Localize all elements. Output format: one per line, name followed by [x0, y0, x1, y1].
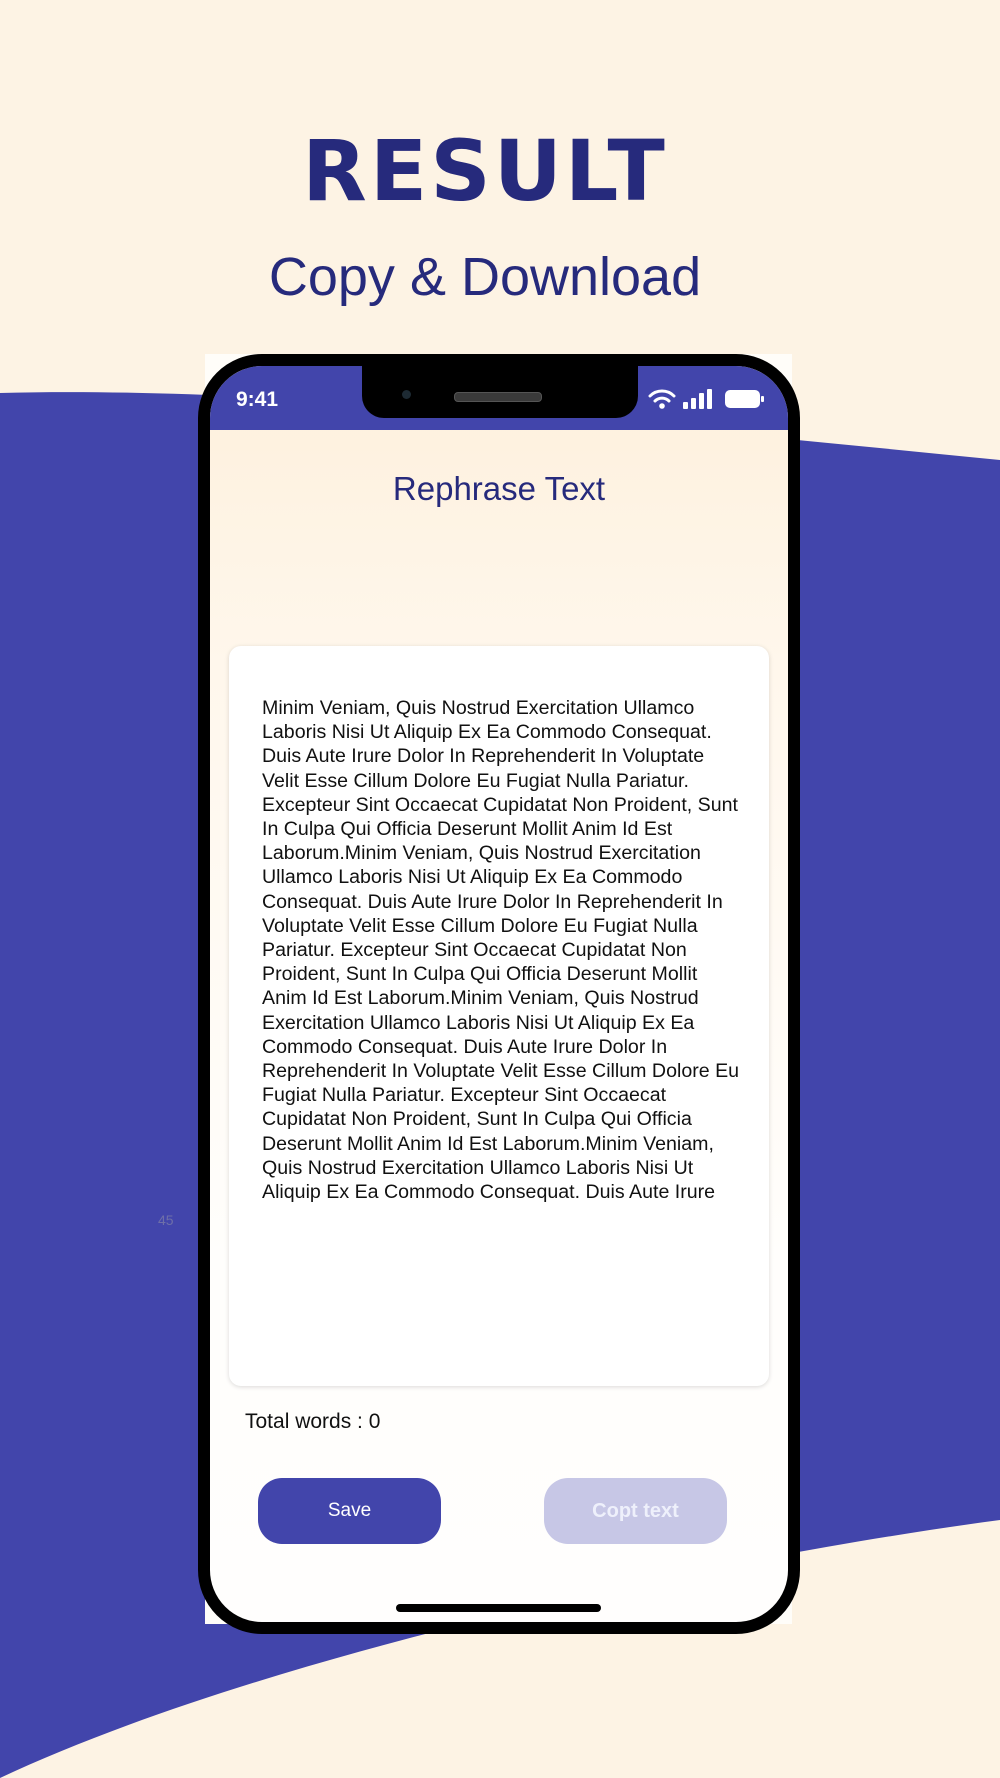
word-count: Total words : 0 — [245, 1410, 381, 1433]
phone-mockup — [198, 354, 800, 1634]
status-bar — [210, 366, 788, 430]
save-button[interactable]: Save — [258, 1478, 441, 1544]
wifi-icon — [648, 388, 676, 410]
result-text[interactable]: Minim Veniam, Quis Nostrud Exercitation Ullamco Laboris Nisi Ut Aliquip Ex Ea Commodo Consequat. Duis Aute Irure Dolor In Reprehenderit In Voluptate Velit Esse Cillum Dolore Eu Fugiat Nulla Pariatur. Excepteur Sint Occaecat Cupidatat Non Proident, Sunt In Culpa Qui Officia Deserunt Mollit Anim Id Est Laborum.Minim Veniam, Quis Nostrud Exercitation Ullamco Laboris Nisi Ut Aliquip Ex Ea Commodo Consequat. Duis Aute Irure Dolor In Reprehenderit In Voluptate Velit Esse Cillum Dolore Eu Fugiat Nulla Pariatur. Excepteur Sint Occaecat Cupidatat Non Proident, Sunt In Culpa Qui Officia Deserunt Mollit Anim Id Est Laborum.Minim Veniam, Quis Nostrud Exercitation Ullamco Laboris Nisi Ut Aliquip Ex Ea Commodo Consequat. Duis Aute Irure Dolor In Reprehenderit In Voluptate Velit Esse Cillum Dolore Eu Fugiat Nulla Pariatur. Excepteur Sint Occaecat Cupidatat Non Proident, Sunt In Culpa Qui Officia Deserunt Mollit Anim Id Est Laborum.Minim Veniam, Quis Nostrud Exercitation Ullamco Laboris Nisi Ut Aliquip Ex Ea Commodo Consequat. Duis Aute Irure — [262, 697, 740, 1204]
promo-subtitle: Copy & Download — [268, 247, 702, 307]
status-time: 9:41 — [236, 388, 279, 411]
stray-number: 45 — [158, 1212, 174, 1228]
copy-text-button[interactable]: Copt text — [544, 1478, 727, 1544]
screen-title: Rephrase Text — [392, 470, 606, 507]
phone-notch — [362, 366, 638, 418]
result-text-card — [229, 646, 769, 1386]
promo-title: RESULT — [302, 122, 668, 220]
camera-dot — [402, 390, 411, 399]
speaker-grille — [454, 392, 542, 402]
home-indicator — [396, 1604, 601, 1612]
battery-icon — [724, 388, 766, 410]
cellular-signal-icon — [682, 388, 714, 410]
